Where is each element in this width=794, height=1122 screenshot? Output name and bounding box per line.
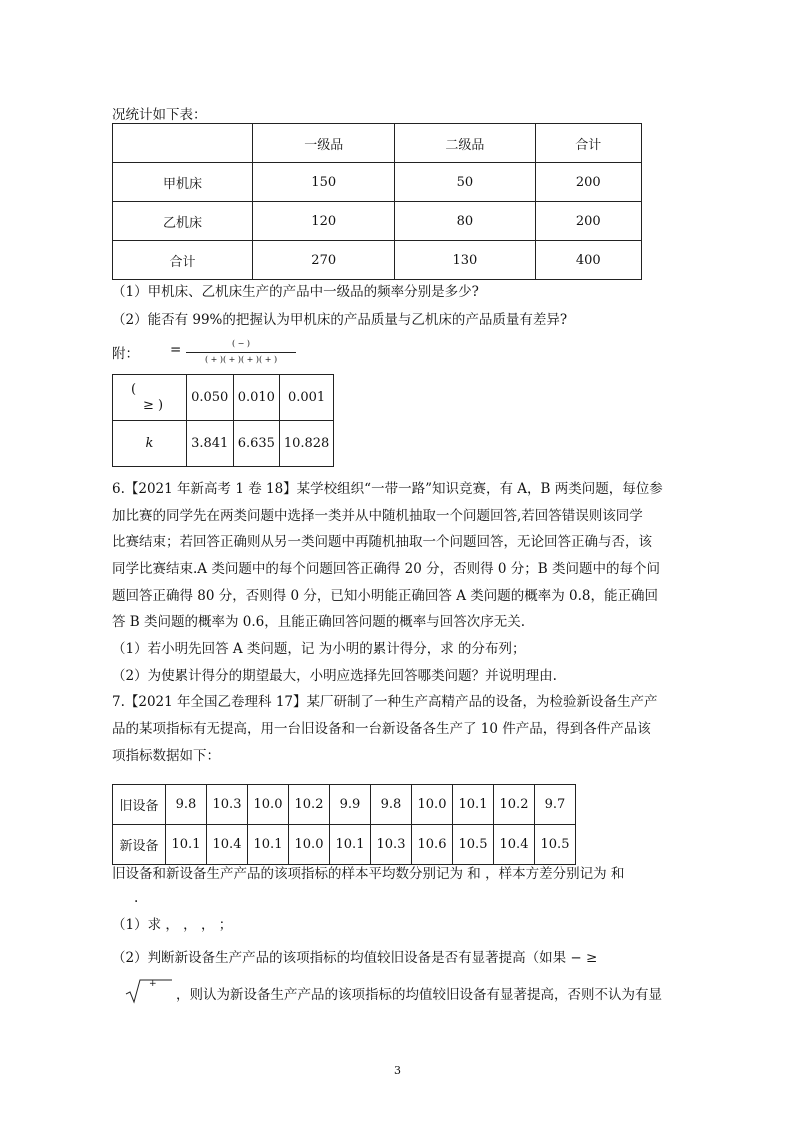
table-row	[113, 421, 334, 467]
table-cell: 乙机床	[113, 202, 253, 241]
table-cell: 10.1	[166, 825, 207, 865]
table-cell: 10.0	[412, 785, 453, 825]
formula-numerator: ( − )	[231, 339, 251, 348]
table-cell	[113, 124, 253, 163]
q6-line-3: 比赛结束；若回答正确则从另一类问题中再随机抽取一个问题回答，无论回答正确与否，该	[112, 534, 652, 550]
q6-line-7: （1）若小明先回答 A 类问题，记 为小明的累计得分，求 的分布列；	[112, 641, 526, 657]
q7-after-table: 旧设备和新设备生产产品的该项指标的样本平均数分别记为 和 ，样本方差分别记为 和	[112, 866, 625, 882]
table-cell: 10.1	[248, 825, 289, 865]
formula-equals: =	[170, 342, 182, 358]
q6-line-6: 答 B 类问题的概率为 0.6，且能正确回答问题的概率与回答次序无关.	[112, 614, 526, 630]
table-cell: 一级品	[253, 124, 395, 163]
table-cell: 10.6	[412, 825, 453, 865]
prob-label-close: ≥ )	[143, 397, 164, 413]
q7-line-2: 品的某项指标有无提高，用一台旧设备和一台新设备各生产了 10 件产品，得到各件产品该	[112, 721, 651, 737]
q7-line-3: 项指标数据如下：	[112, 748, 220, 764]
table-cell: 10.0	[289, 825, 330, 865]
table-cell: 6.635	[233, 421, 280, 467]
q5-part1: （1）甲机床、乙机床生产的产品中一级品的频率分别是多少?	[112, 284, 479, 300]
table-cell: 10.0	[248, 785, 289, 825]
table-cell: 9.8	[371, 785, 412, 825]
q7-part1: （1）求 ， ， ， ；	[112, 917, 233, 933]
table-cell: 9.9	[330, 785, 371, 825]
table-row	[113, 163, 642, 202]
table-cell: 150	[253, 163, 395, 202]
table-cell: 0.010	[233, 375, 280, 421]
table-cell: 10.1	[330, 825, 371, 865]
q5-part2: （2）能否有 99%的把握认为甲机床的产品质量与乙机床的产品质量有差异?	[112, 312, 568, 328]
table-cell: 新设备	[113, 825, 166, 865]
intro-text: 况统计如下表：	[112, 107, 207, 123]
table-cell	[113, 375, 187, 421]
table-cell: 合计	[113, 241, 253, 280]
q6-line-5: 题回答正确得 80 分，否则得 0 分，已知小明能正确回答 A 类问题的概率为 0.8，能正确回	[112, 588, 659, 604]
appendix-label: 附：	[112, 346, 139, 362]
fraction-bar	[186, 352, 296, 353]
table-cell: 合计	[535, 124, 641, 163]
table-cell: 120	[253, 202, 395, 241]
table-cell: 9.7	[535, 785, 576, 825]
sqrt-plus: +	[149, 979, 157, 989]
q6-line-8: （2）为使累计得分的期望最大，小明应选择先回答哪类问题？并说明理由.	[112, 668, 557, 684]
quality-table	[112, 123, 642, 280]
device-data-table	[112, 784, 576, 865]
table-cell: 10.5	[453, 825, 494, 865]
table-row	[113, 375, 334, 421]
table-cell: 400	[535, 241, 641, 280]
page-number: 3	[394, 1064, 401, 1077]
critical-value-table	[112, 374, 334, 467]
q7-part2: （2）判断新设备生产产品的该项指标的均值较旧设备是否有显著提高（如果 − ≥	[112, 950, 598, 966]
table-cell: 10.4	[207, 825, 248, 865]
table-row	[113, 241, 642, 280]
table-cell: 10.3	[207, 785, 248, 825]
table-cell: 0.001	[280, 375, 334, 421]
table-cell: 10.5	[535, 825, 576, 865]
formula-denominator: ( + )( + )( + )( + )	[204, 355, 278, 364]
table-cell: 10.828	[280, 421, 334, 467]
q6-line-1: 6.【2021 年新高考 1 卷 18】某学校组织“一带一路”知识竞赛，有 A，B 两类问题，每位参	[112, 481, 663, 497]
table-row	[113, 785, 576, 825]
q7-line-1: 7.【2021 年全国乙卷理科 17】某厂研制了一种生产高精产品的设备，为检验新设备生产产	[112, 694, 658, 710]
table-cell: 10.2	[289, 785, 330, 825]
table-cell: 50	[395, 163, 535, 202]
table-cell: 10.4	[494, 825, 535, 865]
table-row	[113, 124, 642, 163]
table-cell: 3.841	[186, 421, 233, 467]
table-cell: 旧设备	[113, 785, 166, 825]
table-cell: 10.3	[371, 825, 412, 865]
table-cell: 甲机床	[113, 163, 253, 202]
table-cell: 二级品	[395, 124, 535, 163]
table-cell: 130	[395, 241, 535, 280]
table-cell: 200	[535, 202, 641, 241]
table-cell: 10.2	[494, 785, 535, 825]
table-cell: k	[113, 421, 187, 467]
table-row	[113, 202, 642, 241]
table-cell: 80	[395, 202, 535, 241]
table-cell: 270	[253, 241, 395, 280]
table-cell: 0.050	[186, 375, 233, 421]
q6-line-2: 加比赛的同学先在两类问题中选择一类并从中随机抽取一个问题回答,若回答错误则该同学	[112, 508, 643, 524]
table-cell: 200	[535, 163, 641, 202]
prob-label-open: (	[131, 381, 137, 397]
table-cell: 9.8	[166, 785, 207, 825]
q7-after-period: .	[134, 890, 139, 906]
q6-line-4: 同学比赛结束.A 类问题中的每个问题回答正确得 20 分，否则得 0 分；B 类问题中的每个问	[112, 561, 660, 577]
table-row	[113, 825, 576, 865]
table-cell: 10.1	[453, 785, 494, 825]
q7-part2-cont: ，则认为新设备生产产品的该项指标的均值较旧设备有显著提高，否则不认为有显	[176, 987, 662, 1003]
